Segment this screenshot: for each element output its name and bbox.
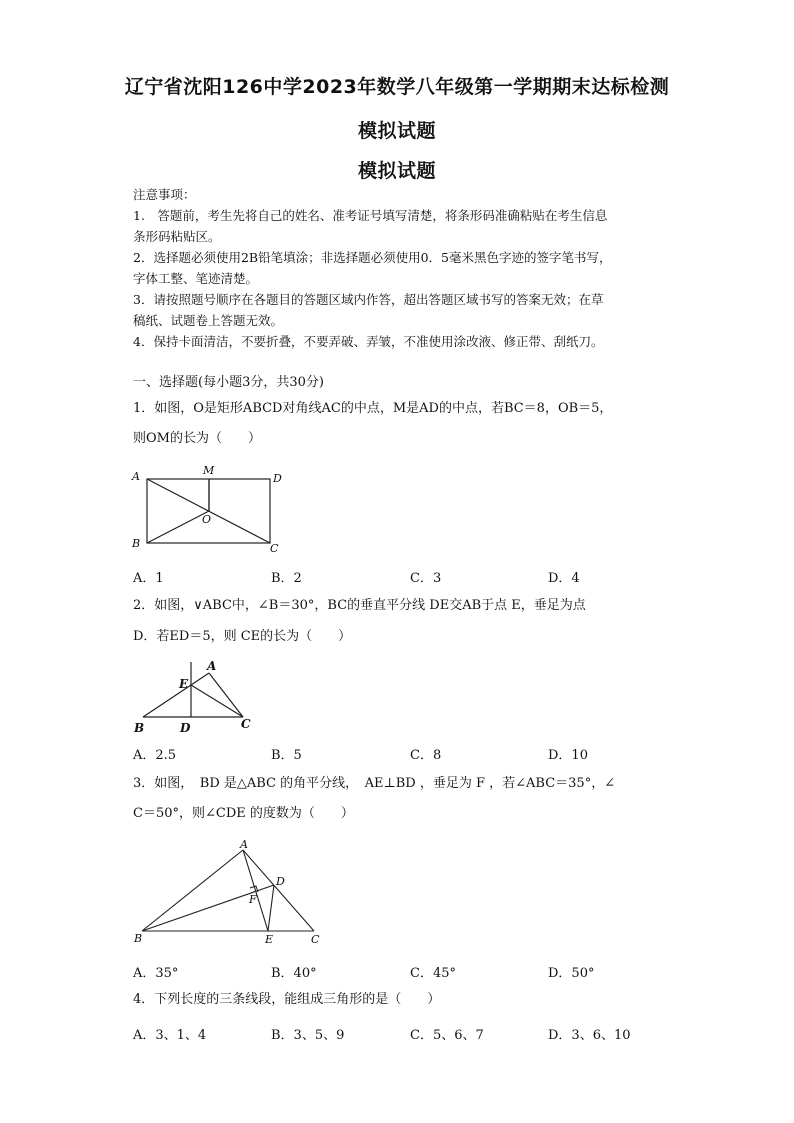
q3-option-a[interactable]: A．35° — [133, 966, 179, 981]
section-heading: 一、选择题(每小题3分，共30分) — [133, 375, 324, 390]
q1-rectangle-figure — [128, 460, 298, 556]
side-ac — [243, 850, 314, 931]
q1-option-d[interactable]: D．4 — [548, 571, 580, 586]
q4-option-a[interactable]: A．3、1、4 — [133, 1028, 207, 1043]
segment-ae — [243, 850, 268, 931]
label-b: B — [132, 537, 141, 550]
q3-option-b[interactable]: B．40° — [271, 966, 317, 981]
q4-stem: 4．下列长度的三条线段，能组成三角形的是（ ） — [133, 992, 441, 1007]
q1-option-a[interactable]: A．1 — [133, 571, 164, 586]
label-m: M — [203, 464, 215, 477]
note-1-line-2: 条形码粘贴区。 — [133, 229, 221, 244]
label-e: E — [179, 677, 189, 691]
q3-triangle-figure — [128, 838, 328, 948]
bisector-bd — [142, 885, 274, 931]
note-1-line-1: 1. 答题前，考生先将自己的姓名、准考证号填写清楚，将条形码准确粘贴在考生信息 — [133, 208, 608, 223]
q1-stem-line2: 则OM的长为（ ） — [133, 431, 261, 446]
label-d: D — [180, 721, 191, 735]
label-a: A — [132, 470, 140, 483]
label-d: D — [273, 472, 282, 485]
q2-option-d[interactable]: D．10 — [548, 748, 588, 763]
label-o: O — [202, 513, 212, 526]
q4-option-d[interactable]: D．3、6、10 — [548, 1028, 631, 1043]
q2-option-a[interactable]: A．2.5 — [133, 748, 177, 763]
q2-stem-line2: D．若ED＝5，则 CE的长为（ ） — [133, 629, 352, 644]
segment-bo — [147, 511, 212, 543]
note-2-line-1: 2．选择题必须使用2B铅笔填涂；非选择题必须使用0．5毫米黑色字迹的签字笔书写， — [133, 250, 612, 265]
exam-title-line3: 模拟试题 — [357, 160, 436, 182]
note-2-line-2: 字体工整、笔迹清楚。 — [133, 271, 259, 286]
label-e: E — [265, 933, 274, 946]
note-3-line-1: 3．请按照题号顺序在各题目的答题区域内作答，超出答题区域书写的答案无效；在草 — [133, 292, 604, 307]
notes-heading: 注意事项： — [133, 187, 196, 202]
label-a: A — [240, 838, 248, 851]
q3-option-d[interactable]: D．50° — [548, 966, 595, 981]
label-a: A — [207, 659, 217, 673]
q2-option-c[interactable]: C．8 — [410, 748, 442, 763]
segment-ce — [191, 685, 243, 717]
q3-option-c[interactable]: C．45° — [410, 966, 456, 981]
q4-option-b[interactable]: B．3、5、9 — [271, 1028, 345, 1043]
label-b: B — [134, 932, 143, 945]
exam-title-line1: 辽宁省沈阳126中学2023年数学八年级第一学期期末达标检测 — [124, 76, 670, 98]
q3-stem-line2: C＝50°，则∠CDE 的度数为（ ） — [133, 806, 354, 821]
label-c: C — [311, 933, 320, 946]
q3-stem-line1: 3．如图， BD 是△ABC 的角平分线， AE⊥BD ，垂足为 F ，若∠ABC＝35°，∠ — [133, 776, 616, 791]
q2-option-b[interactable]: B．5 — [271, 748, 302, 763]
note-3-line-2: 稿纸、试题卷上答题无效。 — [133, 313, 284, 328]
side-ba — [143, 673, 209, 717]
q1-option-c[interactable]: C．3 — [410, 571, 442, 586]
side-ba — [142, 850, 243, 931]
segment-de — [268, 885, 274, 931]
exam-title-line2: 模拟试题 — [357, 120, 436, 142]
q2-triangle-figure — [128, 656, 268, 740]
label-d: D — [276, 875, 285, 888]
side-ac — [209, 673, 243, 717]
q2-stem-line1: 2．如图，∨ABC中，∠B＝30°，BC的垂直平分线 DE交AB于点 E，垂足为点 — [133, 598, 586, 613]
label-c: C — [241, 717, 251, 731]
q1-stem-line1: 1．如图，O是矩形ABCD对角线AC的中点，M是AD的中点，若BC＝8，OB＝5， — [133, 401, 613, 416]
q4-option-c[interactable]: C．5、6、7 — [410, 1028, 484, 1043]
label-b: B — [134, 721, 145, 735]
label-c: C — [270, 542, 279, 555]
q1-option-b[interactable]: B．2 — [271, 571, 302, 586]
label-f: F — [249, 893, 257, 906]
note-4: 4．保持卡面清洁，不要折叠，不要弄破、弄皱，不准使用涂改液、修正带、刮纸刀。 — [133, 334, 604, 349]
